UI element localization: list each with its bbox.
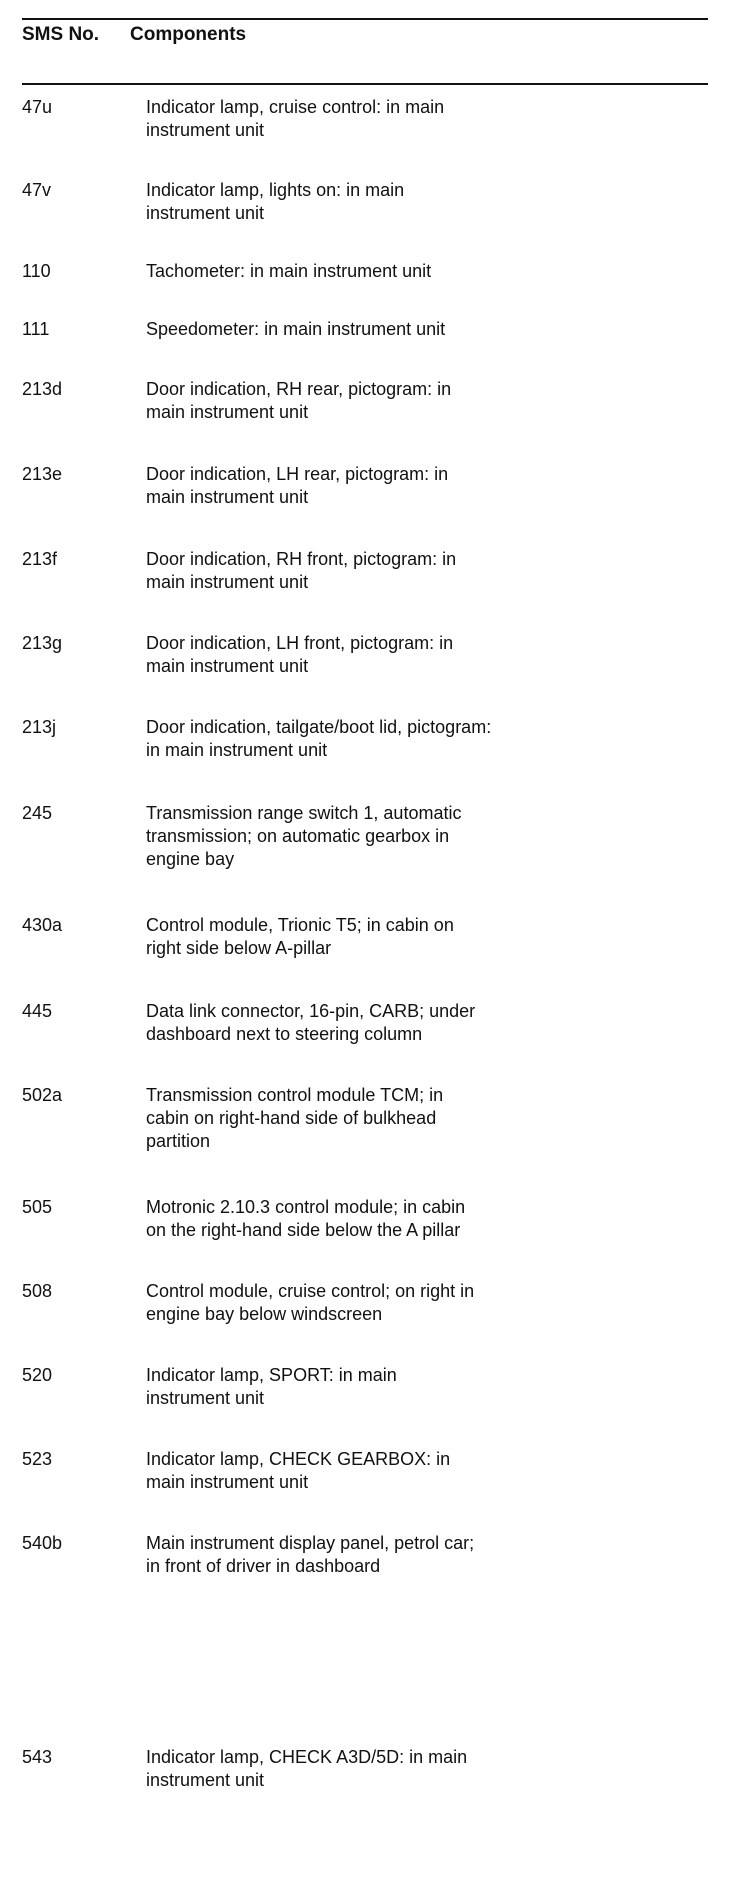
component-description: Door indication, LH front, pictogram: in main instrument unit <box>146 633 454 676</box>
component-description: Data link connector, 16-pin, CARB; under dashboard next to steering column <box>146 1001 476 1044</box>
component-description: Motronic 2.10.3 control module; in cabin on the right-hand side below the A pillar <box>146 1197 466 1240</box>
component-description: Control module, cruise control; on right in engine bay below windscreen <box>146 1281 475 1324</box>
sms-code: 543 <box>22 1747 53 1767</box>
component-description: Transmission control module TCM; in cabin on right-hand side of bulkhead partition <box>146 1085 444 1151</box>
component-description: Indicator lamp, SPORT: in main instrument unit <box>146 1365 397 1408</box>
sms-code: 523 <box>22 1449 53 1469</box>
component-description: Main instrument display panel, petrol car; in front of driver in dashboard <box>146 1533 475 1576</box>
sms-code: 430a <box>22 915 63 935</box>
sms-code: 111 <box>22 319 50 339</box>
sms-code: 213f <box>22 549 58 569</box>
component-description: Door indication, tailgate/boot lid, pictogram: in main instrument unit <box>146 717 492 760</box>
header-components: Components <box>130 24 247 45</box>
sms-code: 245 <box>22 803 53 823</box>
component-description: Door indication, LH rear, pictogram: in main instrument unit <box>146 464 449 507</box>
component-description: Indicator lamp, CHECK A3D/5D: in main instrument unit <box>146 1747 468 1790</box>
component-description: Indicator lamp, lights on: in main instrument unit <box>146 180 405 223</box>
sms-code: 213d <box>22 379 63 399</box>
sms-code: 505 <box>22 1197 53 1217</box>
component-description: Door indication, RH rear, pictogram: in main instrument unit <box>146 379 452 422</box>
component-description: Transmission range switch 1, automatic transmission; on automatic gearbox in engine bay <box>146 803 462 869</box>
sms-code: 213e <box>22 464 63 484</box>
sms-code: 508 <box>22 1281 53 1301</box>
sms-code: 47v <box>22 180 52 200</box>
component-description: Speedometer: in main instrument unit <box>146 319 446 339</box>
component-description: Indicator lamp, CHECK GEARBOX: in main instrument unit <box>146 1449 451 1492</box>
component-description: Indicator lamp, cruise control: in main instrument unit <box>146 97 445 140</box>
sms-code: 445 <box>22 1001 53 1021</box>
top-rule <box>22 18 708 20</box>
header-rule <box>22 83 708 85</box>
sms-code: 213g <box>22 633 63 653</box>
component-description: Door indication, RH front, pictogram: in main instrument unit <box>146 549 457 592</box>
sms-code: 520 <box>22 1365 53 1385</box>
component-description: Control module, Trionic T5; in cabin on right side below A-pillar <box>146 915 454 958</box>
header-sms-no: SMS No. <box>22 24 100 45</box>
sms-code: 110 <box>22 261 51 281</box>
sms-code: 540b <box>22 1533 63 1553</box>
sms-code: 47u <box>22 97 53 117</box>
sms-code: 213j <box>22 717 57 737</box>
component-description: Tachometer: in main instrument unit <box>146 261 432 281</box>
sms-code: 502a <box>22 1085 63 1105</box>
